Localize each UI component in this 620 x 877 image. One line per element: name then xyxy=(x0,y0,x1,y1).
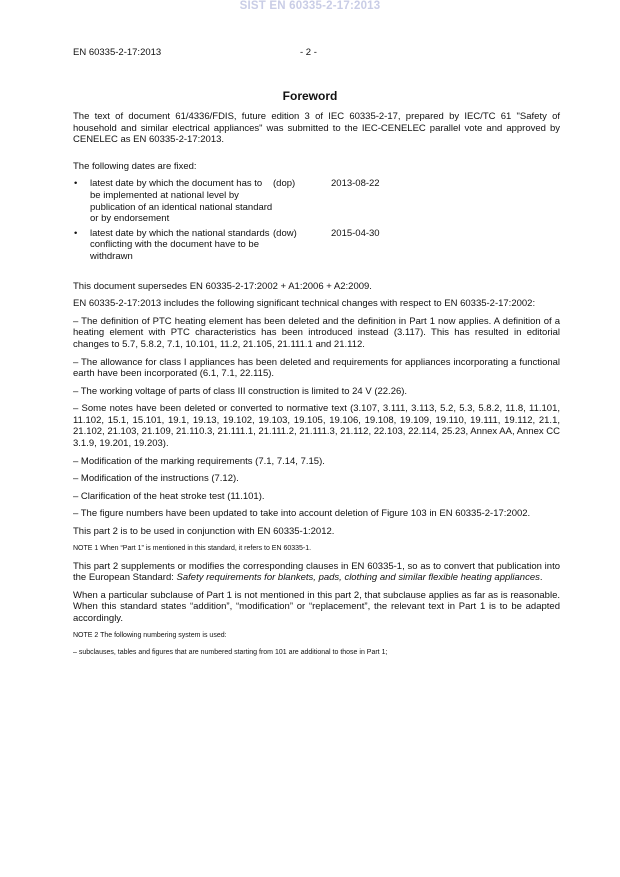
supplements-end: . xyxy=(539,572,543,584)
body-content xyxy=(73,111,560,665)
list-item xyxy=(73,178,560,224)
conjunction-paragraph: This part 2 is to be used in conjunction with EN 60335-1:2012. xyxy=(73,526,335,538)
change-item: – The figure numbers have been updated to take into account deletion of Figure 103 in EN 60335-2-17:2002. xyxy=(73,508,531,520)
list-item xyxy=(73,228,560,263)
dates-intro: The following dates are fixed: xyxy=(73,160,197,172)
note-2: NOTE 2 The following numbering system is used: xyxy=(73,631,227,639)
changes-intro: EN 60335-2-17:2013 includes the following significant technical changes with respect to EN 60335-2-17:2002: xyxy=(73,298,536,310)
header-page-number: - 2 - xyxy=(300,47,317,58)
change-item: – Clarification of the heat stroke test (11.101). xyxy=(73,490,265,502)
date-value: 2015-04-30 xyxy=(331,227,380,239)
change-item: – The definition of PTC heating element has been deleted and the definition in Part 1 now applies. A definition of a heating element with PTC characteristics has been introduced instead (3.117). This has resulted in editorial changes to 5.7, 5.8.2, 7.1, 10.101, 11.2, 21.105, 21.111.1 and 21.112. xyxy=(73,315,560,350)
date-code: (dop) xyxy=(273,178,296,190)
dates-list xyxy=(73,178,560,262)
watermark: SIST EN 60335-2-17:2013 xyxy=(239,0,381,12)
note-1: NOTE 1 When “Part 1” is mentioned in this standard, it refers to EN 60335-1. xyxy=(73,544,312,552)
change-item: – The allowance for class I appliances has been deleted and requirements for appliances incorporating a functional earth have been incorporated (6.1, 7.1, 22.115). xyxy=(73,356,560,380)
date-code: (dow) xyxy=(273,227,297,239)
supplements-text: This part 2 supplements or modifies the corresponding clauses in EN 60335-1, so as to convert that publication into the European Standard: xyxy=(73,560,560,584)
change-item: – Modification of the instructions (7.12). xyxy=(73,473,239,485)
date-description: latest date by which the document has to be implemented at national level by publication of an identical national standard or by endorsement xyxy=(90,178,273,225)
header-doc-id: EN 60335-2-17:2013 xyxy=(73,47,162,58)
supplements-paragraph xyxy=(73,561,560,584)
date-value: 2013-08-22 xyxy=(331,178,380,190)
note-2-item: – subclauses, tables and figures that are numbered starting from 101 are additional to those in Part 1; xyxy=(73,648,388,656)
date-description: latest date by which the national standards conflicting with the document have to be withdrawn xyxy=(90,227,270,262)
supersedes-paragraph: This document supersedes EN 60335-2-17:2002 + A1:2006 + A2:2009. xyxy=(73,280,372,292)
change-item: – The working voltage of parts of class III construction is limited to 24 V (22.26). xyxy=(73,385,408,397)
subclause-paragraph: When a particular subclause of Part 1 is not mentioned in this part 2, that subclause applies as far as is reasonable. When this standard states “addition”, “modification” or “replacement”, the relevant text in Part 1 is to be adapted accordingly. xyxy=(73,589,560,624)
standard-title: Safety requirements for blankets, pads, clothing and similar flexible heating appliances xyxy=(176,572,540,584)
page-title: Foreword xyxy=(282,89,338,103)
bullet-icon: • xyxy=(74,178,78,190)
change-item: – Modification of the marking requirements (7.1, 7.14, 7.15). xyxy=(73,455,325,467)
intro-paragraph: The text of document 61/4336/FDIS, future edition 3 of IEC 60335-2-17, prepared by IEC/TC 61 "Safety of household and similar electrical appliances" was submitted to the IEC-CENELEC parallel vote and approved by CENELEC as EN 60335-2-17:2013. xyxy=(73,111,560,146)
bullet-icon: • xyxy=(74,227,78,239)
change-item: – Some notes have been deleted or converted to normative text (3.107, 3.111, 3.113, 5.2, 5.3, 5.8.2, 11.8, 11.101, 11.102, 15.1, 15.101, 19.1, 19.13, 19.102, 19.103, 19.105, 19.106, 19.108, 19.109, 19.110, 19.111, 19.112, 21.1, 21.102, 21.103, 21.109, 21.110.3, 21.111.1, 21.111.2, 21.111.3, 21.112, 22.103, 22.114, 25.23, Annex AA, Annex CC 3.1.9, 19.201, 19.203). xyxy=(73,403,561,450)
